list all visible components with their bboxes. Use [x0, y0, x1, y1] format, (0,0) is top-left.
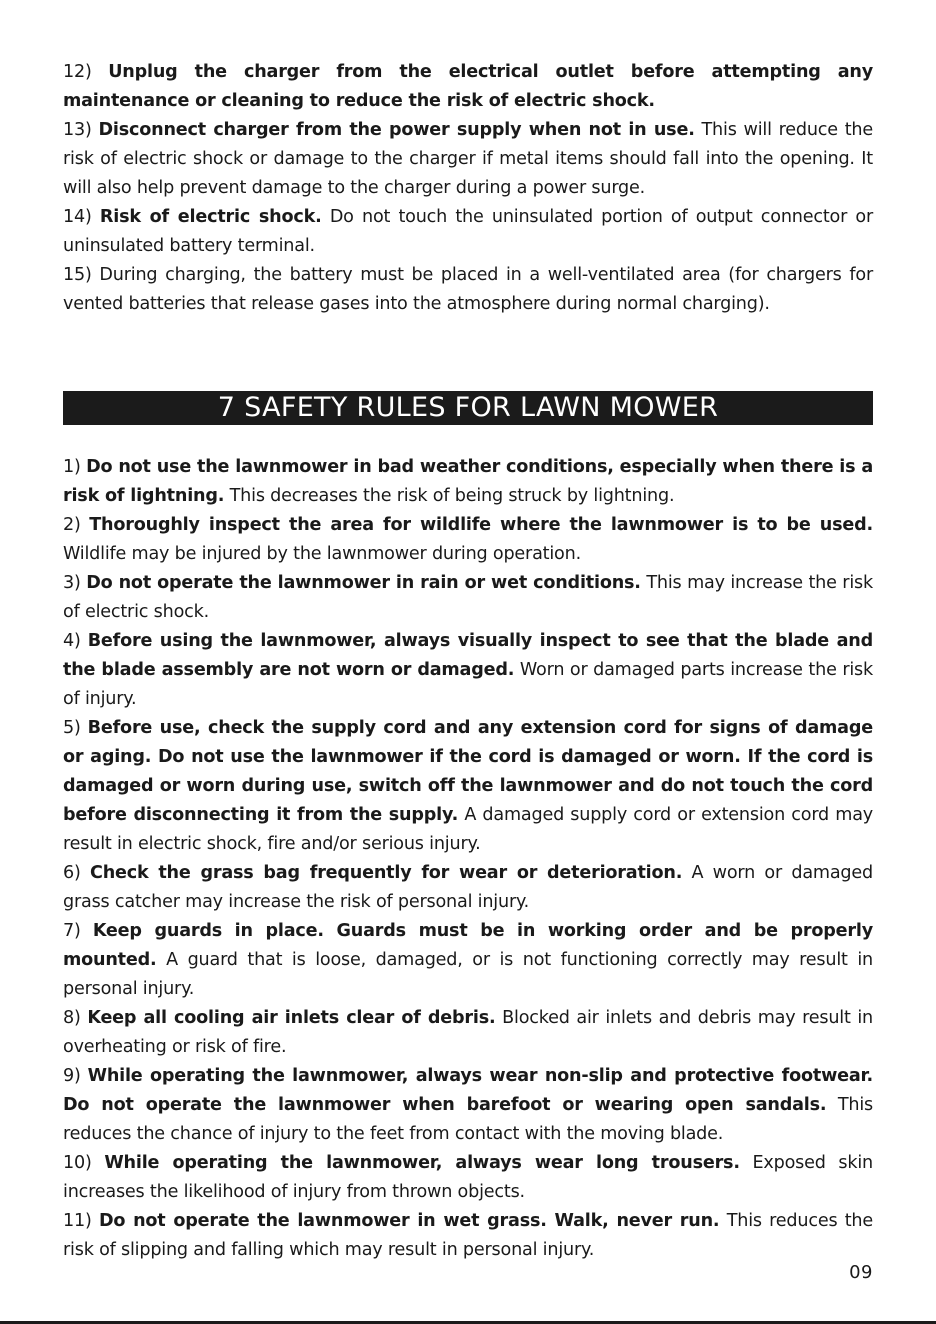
safety-rule-6	[63, 859, 873, 917]
item-number: 13)	[63, 120, 99, 140]
safety-rule-4	[63, 627, 873, 714]
charger-safety-item-14	[63, 203, 873, 261]
item-explanation: This will reduce the risk of electric shock or damage to the charger if metal items should fall into the opening. It will also help prevent damage to the charger during a power surge.	[63, 120, 873, 198]
rule-explanation: This reduces the risk of slipping and falling which may result in personal injury.	[63, 1211, 873, 1260]
section-title: 7 SAFETY RULES FOR LAWN MOWER	[63, 391, 873, 425]
rule-number: 3)	[63, 573, 87, 593]
item-warning: Unplug the charger from the electrical outlet before attempting any maintenance or cleaning to reduce the risk of electric shock.	[63, 62, 873, 111]
rule-number: 1)	[63, 457, 87, 477]
item-warning: Disconnect charger from the power supply when not in use.	[98, 120, 695, 140]
safety-rule-11	[63, 1207, 873, 1265]
rule-warning: While operating the lawnmower, always wear long trousers.	[104, 1153, 740, 1173]
rule-explanation: This reduces the chance of injury to the feet from contact with the moving blade.	[63, 1095, 873, 1144]
rule-explanation: A worn or damaged grass catcher may increase the risk of personal injury.	[63, 863, 873, 912]
rule-number: 4)	[63, 631, 88, 651]
safety-rule-3	[63, 569, 873, 627]
rule-number: 6)	[63, 863, 90, 883]
item-warning: Risk of electric shock.	[99, 207, 322, 227]
rule-warning: While operating the lawnmower, always wear non-slip and protective footwear. Do not operate the lawnmower when barefoot or wearing open sandals.	[63, 1066, 873, 1115]
safety-rule-9	[63, 1062, 873, 1149]
item-number: 15)	[63, 265, 100, 285]
item-number: 12)	[63, 62, 109, 82]
rule-explanation: Exposed skin increases the likelihood of injury from thrown objects.	[63, 1153, 874, 1202]
page-number: 09	[849, 1262, 873, 1283]
charger-safety-item-12	[63, 58, 873, 116]
rule-explanation: Wildlife may be injured by the lawnmower during operation.	[63, 544, 581, 564]
charger-safety-item-13	[63, 116, 873, 203]
rule-warning: Do not operate the lawnmower in rain or wet conditions.	[86, 573, 641, 593]
rule-explanation: This decreases the risk of being struck by lightning.	[224, 486, 675, 506]
rule-number: 10)	[63, 1153, 105, 1173]
rule-number: 7)	[63, 921, 93, 941]
safety-rule-5	[63, 714, 873, 859]
item-number: 14)	[63, 207, 100, 227]
safety-rule-2	[63, 511, 873, 569]
safety-rule-7	[63, 917, 873, 1004]
item-explanation: Do not touch the uninsulated portion of output connector or uninsulated battery terminal.	[63, 207, 873, 256]
rule-number: 9)	[63, 1066, 88, 1086]
lawn-mower-safety-rules	[63, 453, 873, 1265]
rule-warning: Thoroughly inspect the area for wildlife where the lawnmower is to be used.	[89, 515, 873, 535]
item-explanation: During charging, the battery must be placed in a well-ventilated area (for chargers for vented batteries that release gases into the atmosphere during normal charging).	[63, 265, 873, 314]
rule-explanation: A damaged supply cord or extension cord may result in electric shock, fire and/or serious injury.	[63, 805, 873, 854]
rule-warning: Keep all cooling air inlets clear of debris.	[87, 1008, 496, 1028]
rule-warning: Check the grass bag frequently for wear or deterioration.	[89, 863, 683, 883]
charger-safety-item-15	[63, 261, 873, 319]
safety-rule-1	[63, 453, 873, 511]
rule-number: 5)	[63, 718, 88, 738]
safety-rule-8	[63, 1004, 873, 1062]
rule-warning: Do not operate the lawnmower in wet grass. Walk, never run.	[98, 1211, 720, 1231]
rule-explanation: A guard that is loose, damaged, or is not functioning correctly may result in personal injury.	[63, 950, 873, 999]
charger-safety-list	[63, 58, 873, 319]
rule-number: 11)	[63, 1211, 99, 1231]
rule-number: 8)	[63, 1008, 88, 1028]
rule-explanation: Blocked air inlets and debris may result in overheating or risk of fire.	[63, 1008, 873, 1057]
rule-explanation: This may increase the risk of electric shock.	[63, 573, 873, 622]
rule-warning: Do not use the lawnmower in bad weather conditions, especially when there is a risk of lightning.	[63, 457, 873, 506]
rule-number: 2)	[63, 515, 90, 535]
rule-explanation: Worn or damaged parts increase the risk of injury.	[63, 660, 873, 709]
rule-warning: Before use, check the supply cord and any extension cord for signs of damage or aging. Do not use the lawnmower if the cord is damaged or worn. If the cord is damaged or worn during use, switch off the lawnmower and do not touch the cord before disconnecting it from the supply.	[63, 718, 873, 825]
rule-warning: Keep guards in place. Guards must be in working order and be properly mounted.	[63, 921, 873, 970]
rule-warning: Before using the lawnmower, always visually inspect to see that the blade and the blade assembly are not worn or damaged.	[63, 631, 873, 680]
safety-rule-10	[63, 1149, 873, 1207]
